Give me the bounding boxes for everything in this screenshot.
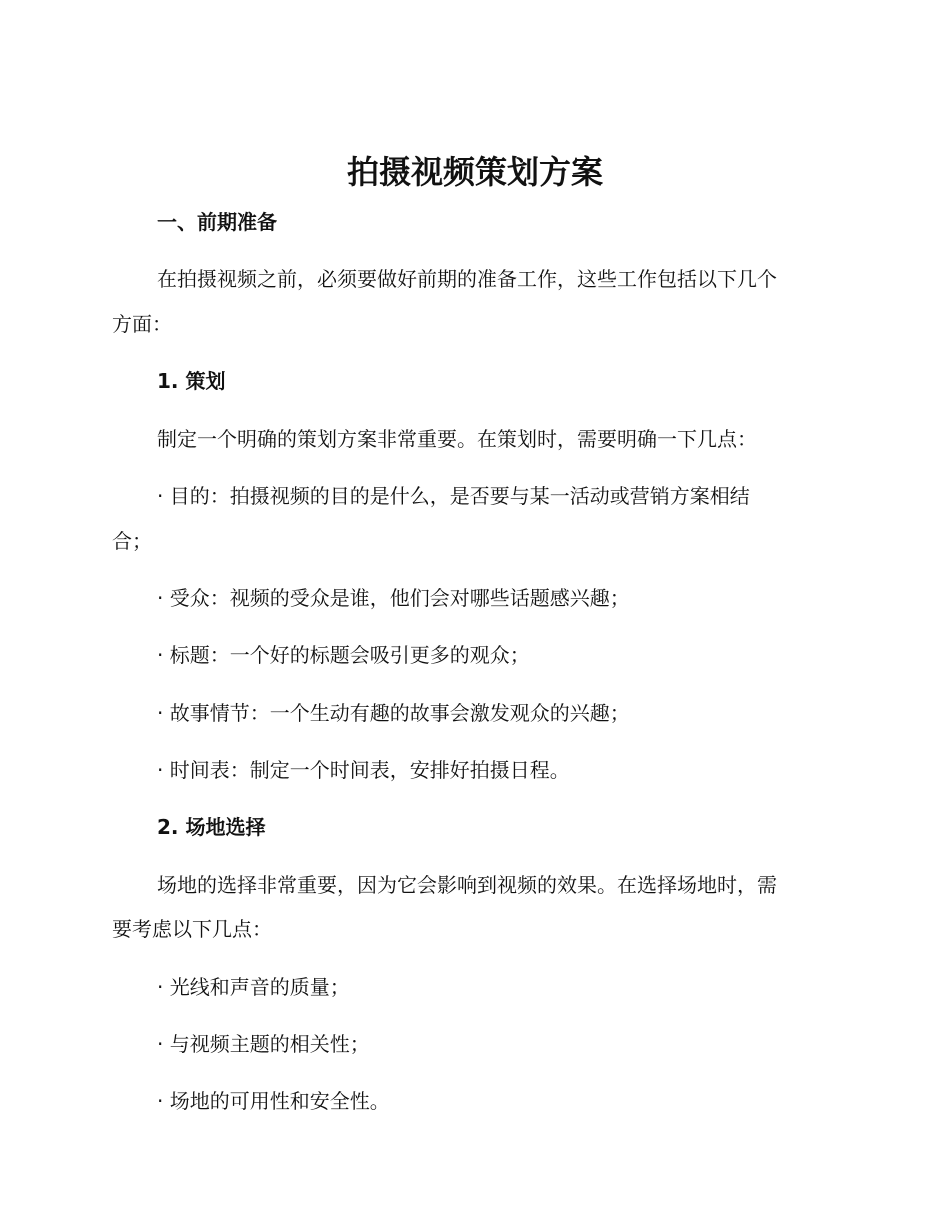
bullet-schedule: · 时间表：制定一个时间表，安排好拍摄日程。 bbox=[157, 758, 570, 782]
bullet-headline: · 标题：一个好的标题会吸引更多的观众； bbox=[157, 643, 530, 667]
section-heading-preparation: 一、前期准备 bbox=[157, 210, 277, 234]
bullet-light-sound: · 光线和声音的质量； bbox=[157, 975, 350, 999]
bullet-safety: · 场地的可用性和安全性。 bbox=[157, 1089, 390, 1113]
bullet-story: · 故事情节：一个生动有趣的故事会激发观众的兴趣； bbox=[157, 701, 630, 725]
planning-paragraph: 制定一个明确的策划方案非常重要。在策划时，需要明确一下几点： bbox=[157, 427, 757, 451]
location-paragraph-line-2: 要考虑以下几点： bbox=[112, 917, 272, 941]
bullet-purpose-line-2: 合； bbox=[112, 529, 152, 553]
bullet-relevance: · 与视频主题的相关性； bbox=[157, 1032, 370, 1056]
subheading-location: 2. 场地选择 bbox=[157, 815, 266, 839]
subheading-planning: 1. 策划 bbox=[157, 369, 226, 393]
intro-paragraph-line-1: 在拍摄视频之前，必须要做好前期的准备工作，这些工作包括以下几个 bbox=[157, 267, 777, 291]
bullet-purpose-line-1: · 目的：拍摄视频的目的是什么，是否要与某一活动或营销方案相结 bbox=[157, 484, 750, 508]
document-title: 拍摄视频策划方案 bbox=[346, 153, 603, 191]
bullet-audience: · 受众：视频的受众是谁，他们会对哪些话题感兴趣； bbox=[157, 586, 630, 610]
intro-paragraph-line-2: 方面： bbox=[112, 312, 172, 336]
location-paragraph-line-1: 场地的选择非常重要，因为它会影响到视频的效果。在选择场地时，需 bbox=[157, 873, 777, 897]
